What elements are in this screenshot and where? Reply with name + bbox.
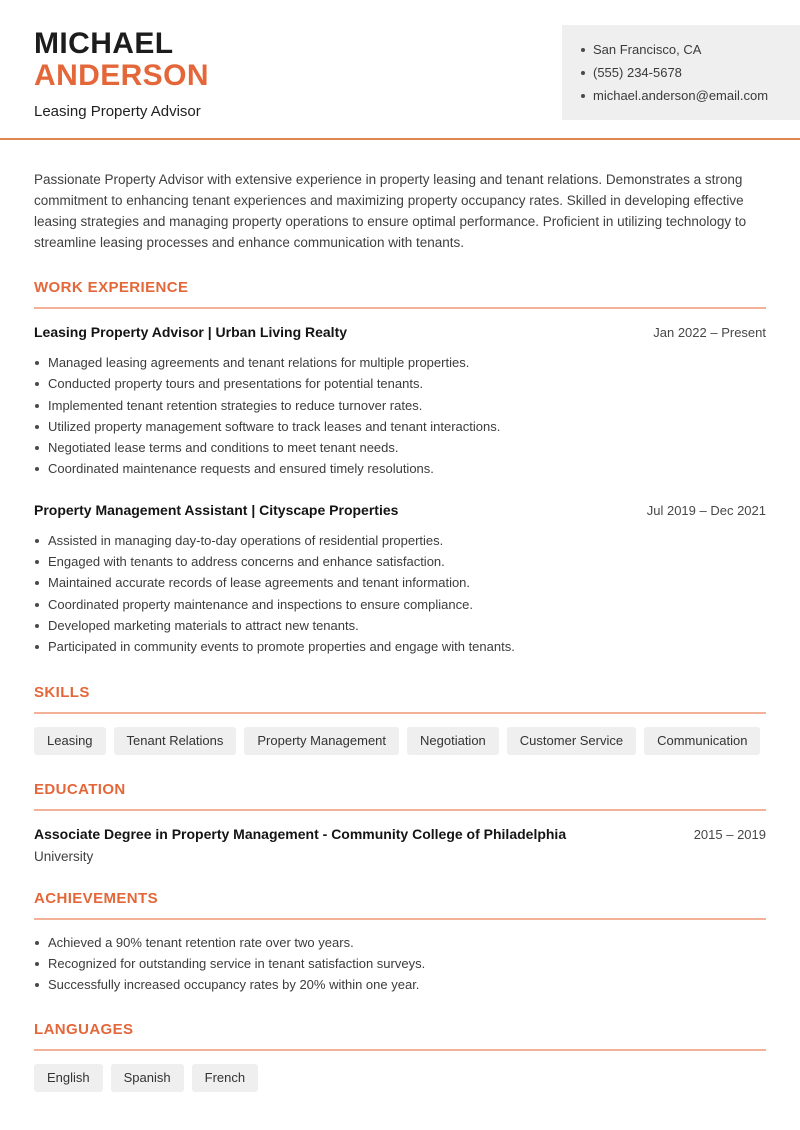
skill-tag: Communication bbox=[644, 727, 760, 755]
section-achievements bbox=[34, 890, 766, 996]
contact-card bbox=[562, 25, 800, 120]
achievements-bullet-list bbox=[34, 932, 766, 996]
skill-tag: Property Management bbox=[244, 727, 399, 755]
job-bullet: Implemented tenant retention strategies to reduce turnover rates. bbox=[34, 395, 766, 416]
language-tag: Spanish bbox=[111, 1064, 184, 1092]
language-tag: English bbox=[34, 1064, 103, 1092]
achievement-bullet: Achieved a 90% tenant retention rate over two years. bbox=[34, 932, 766, 953]
skills-heading: SKILLS bbox=[34, 684, 766, 714]
job-bullet: Coordinated maintenance requests and ensured timely resolutions. bbox=[34, 458, 766, 479]
job-bullet: Maintained accurate records of lease agreements and tenant information. bbox=[34, 572, 766, 593]
languages-heading: LANGUAGES bbox=[34, 1021, 766, 1051]
job-entry bbox=[34, 324, 766, 480]
skill-tag: Tenant Relations bbox=[114, 727, 237, 755]
job-title-company: Property Management Assistant | Cityscape Properties bbox=[34, 501, 399, 518]
education-heading: EDUCATION bbox=[34, 781, 766, 811]
job-entry-header bbox=[34, 502, 766, 518]
job-bullet: Assisted in managing day-to-day operations of residential properties. bbox=[34, 530, 766, 551]
job-title-company: Leasing Property Advisor | Urban Living Realty bbox=[34, 324, 348, 340]
achievements-heading: ACHIEVEMENTS bbox=[34, 890, 766, 920]
achievement-bullet: Successfully increased occupancy rates by 20% within one year. bbox=[34, 974, 766, 995]
header-divider bbox=[0, 138, 800, 140]
job-bullet: Engaged with tenants to address concerns and enhance satisfaction. bbox=[34, 551, 766, 572]
job-bullet: Developed marketing materials to attract new tenants. bbox=[34, 615, 766, 636]
job-bullet-list bbox=[34, 530, 766, 658]
section-education bbox=[34, 781, 766, 864]
contact-phone: (555) 234-5678 bbox=[580, 61, 790, 84]
section-languages bbox=[34, 1021, 766, 1092]
job-entry bbox=[34, 502, 766, 658]
candidate-last-name: ANDERSON bbox=[34, 59, 209, 92]
job-bullet-list bbox=[34, 352, 766, 480]
skills-tag-row bbox=[34, 727, 766, 755]
job-bullet: Utilized property management software to track leases and tenant interactions. bbox=[34, 416, 766, 437]
skill-tag: Negotiation bbox=[407, 727, 499, 755]
education-institution: University bbox=[34, 848, 94, 864]
job-bullet: Negotiated lease terms and conditions to meet tenant needs. bbox=[34, 437, 766, 458]
contact-email: michael.anderson@email.com bbox=[580, 84, 790, 107]
job-dates: Jan 2022 – Present bbox=[653, 325, 766, 340]
profile-summary: Passionate Property Advisor with extensive experience in property leasing and tenant relations. Demonstrates a strong commitment to enhancing tenant experiences and maximizing property occupancy rates. Skilled in developing effective leasing strategies and managing property operations to ensure optimal performance. Proficient in utilizing technology to streamline leasing processes and enhance communication with tenants. bbox=[34, 172, 747, 250]
job-bullet: Coordinated property maintenance and inspections to ensure compliance. bbox=[34, 594, 766, 615]
candidate-first-name: MICHAEL bbox=[34, 27, 174, 60]
achievement-bullet: Recognized for outstanding service in tenant satisfaction surveys. bbox=[34, 953, 766, 974]
work-experience-heading: WORK EXPERIENCE bbox=[34, 279, 766, 309]
skill-tag: Customer Service bbox=[507, 727, 636, 755]
education-dates: 2015 – 2019 bbox=[693, 826, 766, 842]
job-entry-header bbox=[34, 324, 766, 340]
education-entry bbox=[34, 826, 766, 864]
education-degree: Associate Degree in Property Management - Community College of Philadelphia bbox=[34, 825, 567, 842]
section-skills bbox=[34, 684, 766, 755]
resume-header bbox=[0, 0, 800, 120]
candidate-job-title: Leasing Property Advisor bbox=[34, 103, 201, 120]
job-bullet: Participated in community events to promote properties and engage with tenants. bbox=[34, 636, 766, 657]
job-dates: Jul 2019 – Dec 2021 bbox=[646, 502, 766, 518]
languages-tag-row bbox=[34, 1064, 766, 1092]
education-entry-header bbox=[34, 826, 766, 842]
language-tag: French bbox=[192, 1064, 258, 1092]
skill-tag: Leasing bbox=[34, 727, 106, 755]
section-work-experience bbox=[34, 279, 766, 658]
job-bullet: Conducted property tours and presentations for potential tenants. bbox=[34, 373, 766, 394]
resume-body bbox=[0, 169, 800, 1092]
contact-location: San Francisco, CA bbox=[580, 38, 790, 61]
job-bullet: Managed leasing agreements and tenant relations for multiple properties. bbox=[34, 352, 766, 373]
